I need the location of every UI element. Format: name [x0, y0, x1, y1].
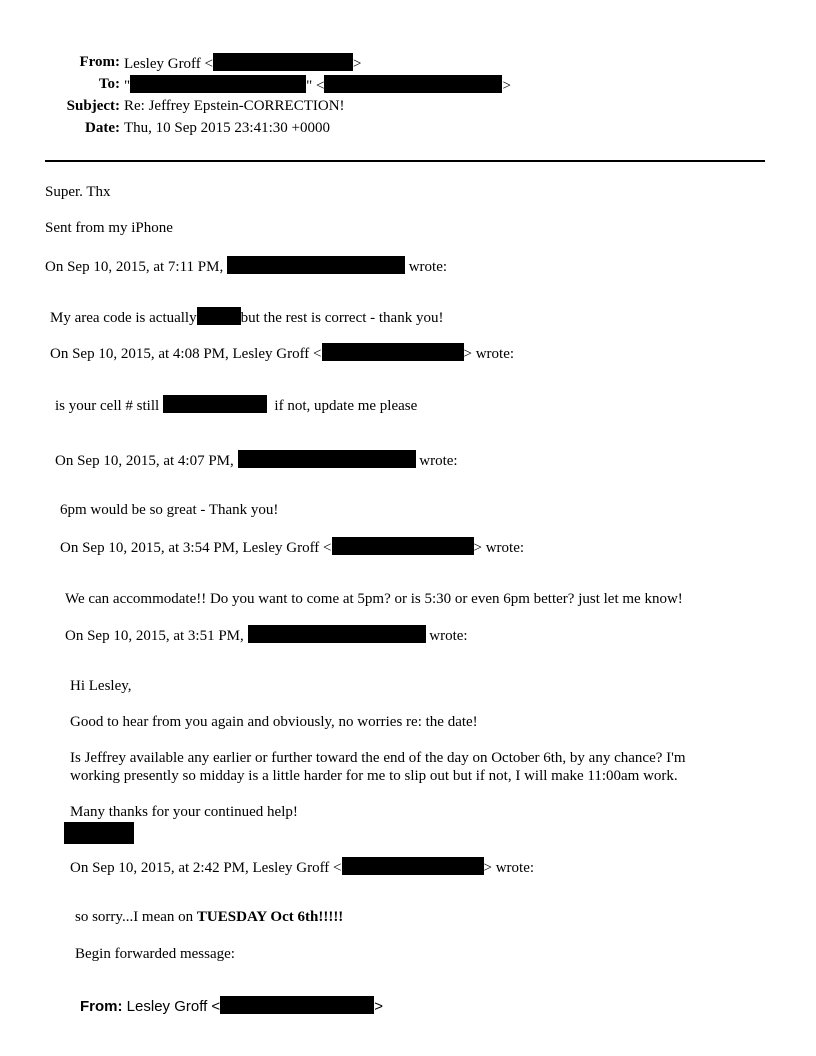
- attribution-prefix: On Sep 10, 2015, at 4:07 PM,: [55, 453, 234, 469]
- to-label: To:: [98, 76, 120, 92]
- to-quote-close: " <: [306, 78, 325, 94]
- quote-attribution: [50, 343, 514, 363]
- quote-attribution: [55, 450, 458, 470]
- attribution-prefix: On Sep 10, 2015, at 4:08 PM, Lesley Groff <: [50, 346, 322, 362]
- body-line: Begin forwarded message:: [75, 946, 235, 962]
- attribution-prefix: On Sep 10, 2015, at 3:51 PM,: [65, 628, 244, 644]
- redaction-box: [197, 307, 241, 325]
- forwarded-from-close: >: [374, 998, 383, 1015]
- attribution-suffix: wrote:: [419, 453, 458, 469]
- attribution-prefix: On Sep 10, 2015, at 3:54 PM, Lesley Groff <: [60, 540, 332, 556]
- text-fragment: My area code is actually: [50, 310, 197, 326]
- attribution-suffix: > wrote:: [463, 346, 515, 362]
- from-name: Lesley Groff <: [124, 56, 213, 72]
- from-value: [124, 53, 361, 73]
- signature-redaction: [64, 822, 134, 844]
- forwarded-from-name: Lesley Groff <: [126, 998, 221, 1015]
- redaction-box: [324, 75, 502, 93]
- to-close-bracket: >: [502, 78, 511, 94]
- header-divider: [45, 160, 765, 162]
- header-subject-row: [0, 97, 816, 117]
- date-label: Date:: [85, 120, 120, 136]
- redaction-box: [238, 450, 416, 468]
- text-fragment: is your cell # still: [55, 398, 160, 414]
- quote-attribution: [60, 537, 524, 557]
- text-fragment: but the rest is correct - thank you!: [240, 310, 444, 326]
- quote-attribution: [70, 857, 534, 877]
- redaction-box: [227, 256, 405, 274]
- signature-line: Sent from my iPhone: [45, 220, 173, 236]
- attribution-suffix: wrote:: [408, 259, 448, 275]
- redaction-box: [220, 996, 374, 1014]
- forwarded-from-line: [80, 996, 383, 1016]
- body-line: Hi Lesley,: [70, 678, 132, 694]
- body-line: 6pm would be so great - Thank you!: [60, 502, 279, 518]
- body-line: [50, 307, 443, 327]
- header-to-row: [0, 75, 816, 95]
- attribution-prefix: On Sep 10, 2015, at 2:42 PM, Lesley Groff <: [70, 860, 342, 876]
- attribution-suffix: > wrote:: [473, 540, 525, 556]
- body-line: working presently so midday is a little harder for me to slip out but if not, I will make 11:00am work.: [70, 768, 678, 784]
- redaction-box: [163, 395, 267, 413]
- body-line: [75, 908, 343, 926]
- subject-label: Subject:: [66, 98, 120, 114]
- redaction-box: [213, 53, 353, 71]
- redaction-box: [332, 537, 474, 555]
- attribution-suffix: > wrote:: [483, 860, 535, 876]
- body-line: Super. Thx: [45, 184, 111, 200]
- quote-attribution: [45, 256, 447, 276]
- from-label: From:: [79, 54, 120, 70]
- quote-attribution: [65, 625, 468, 645]
- from-close-bracket: >: [353, 56, 362, 72]
- attribution-prefix: On Sep 10, 2015, at 7:11 PM,: [45, 259, 224, 275]
- body-line: [55, 395, 417, 415]
- redaction-box: [248, 625, 426, 643]
- header-date-row: [0, 119, 816, 139]
- body-line: Many thanks for your continued help!: [70, 804, 298, 820]
- header-from-row: [0, 53, 816, 73]
- redaction-box: [342, 857, 484, 875]
- date-value: Thu, 10 Sep 2015 23:41:30 +0000: [124, 120, 330, 136]
- body-line: We can accommodate!! Do you want to come at 5pm? or is 5:30 or even 6pm better? just let me know!: [65, 591, 683, 607]
- subject-value: Re: Jeffrey Epstein-CORRECTION!: [124, 98, 345, 114]
- attribution-suffix: wrote:: [429, 628, 468, 644]
- redaction-box: [322, 343, 464, 361]
- forwarded-from-label: From:: [80, 998, 123, 1015]
- redaction-box: [130, 75, 306, 93]
- body-line: Is Jeffrey available any earlier or further toward the end of the day on October 6th, by any chance? I'm: [70, 750, 686, 766]
- to-quote-open: ": [124, 78, 131, 94]
- text-fragment: so sorry...I mean on: [75, 909, 194, 925]
- text-fragment: if not, update me please: [274, 398, 418, 414]
- to-value: [124, 75, 511, 95]
- body-line: Good to hear from you again and obviously, no worries re: the date!: [70, 714, 478, 730]
- emphasized-text: TUESDAY Oct 6th!!!!!: [196, 909, 344, 925]
